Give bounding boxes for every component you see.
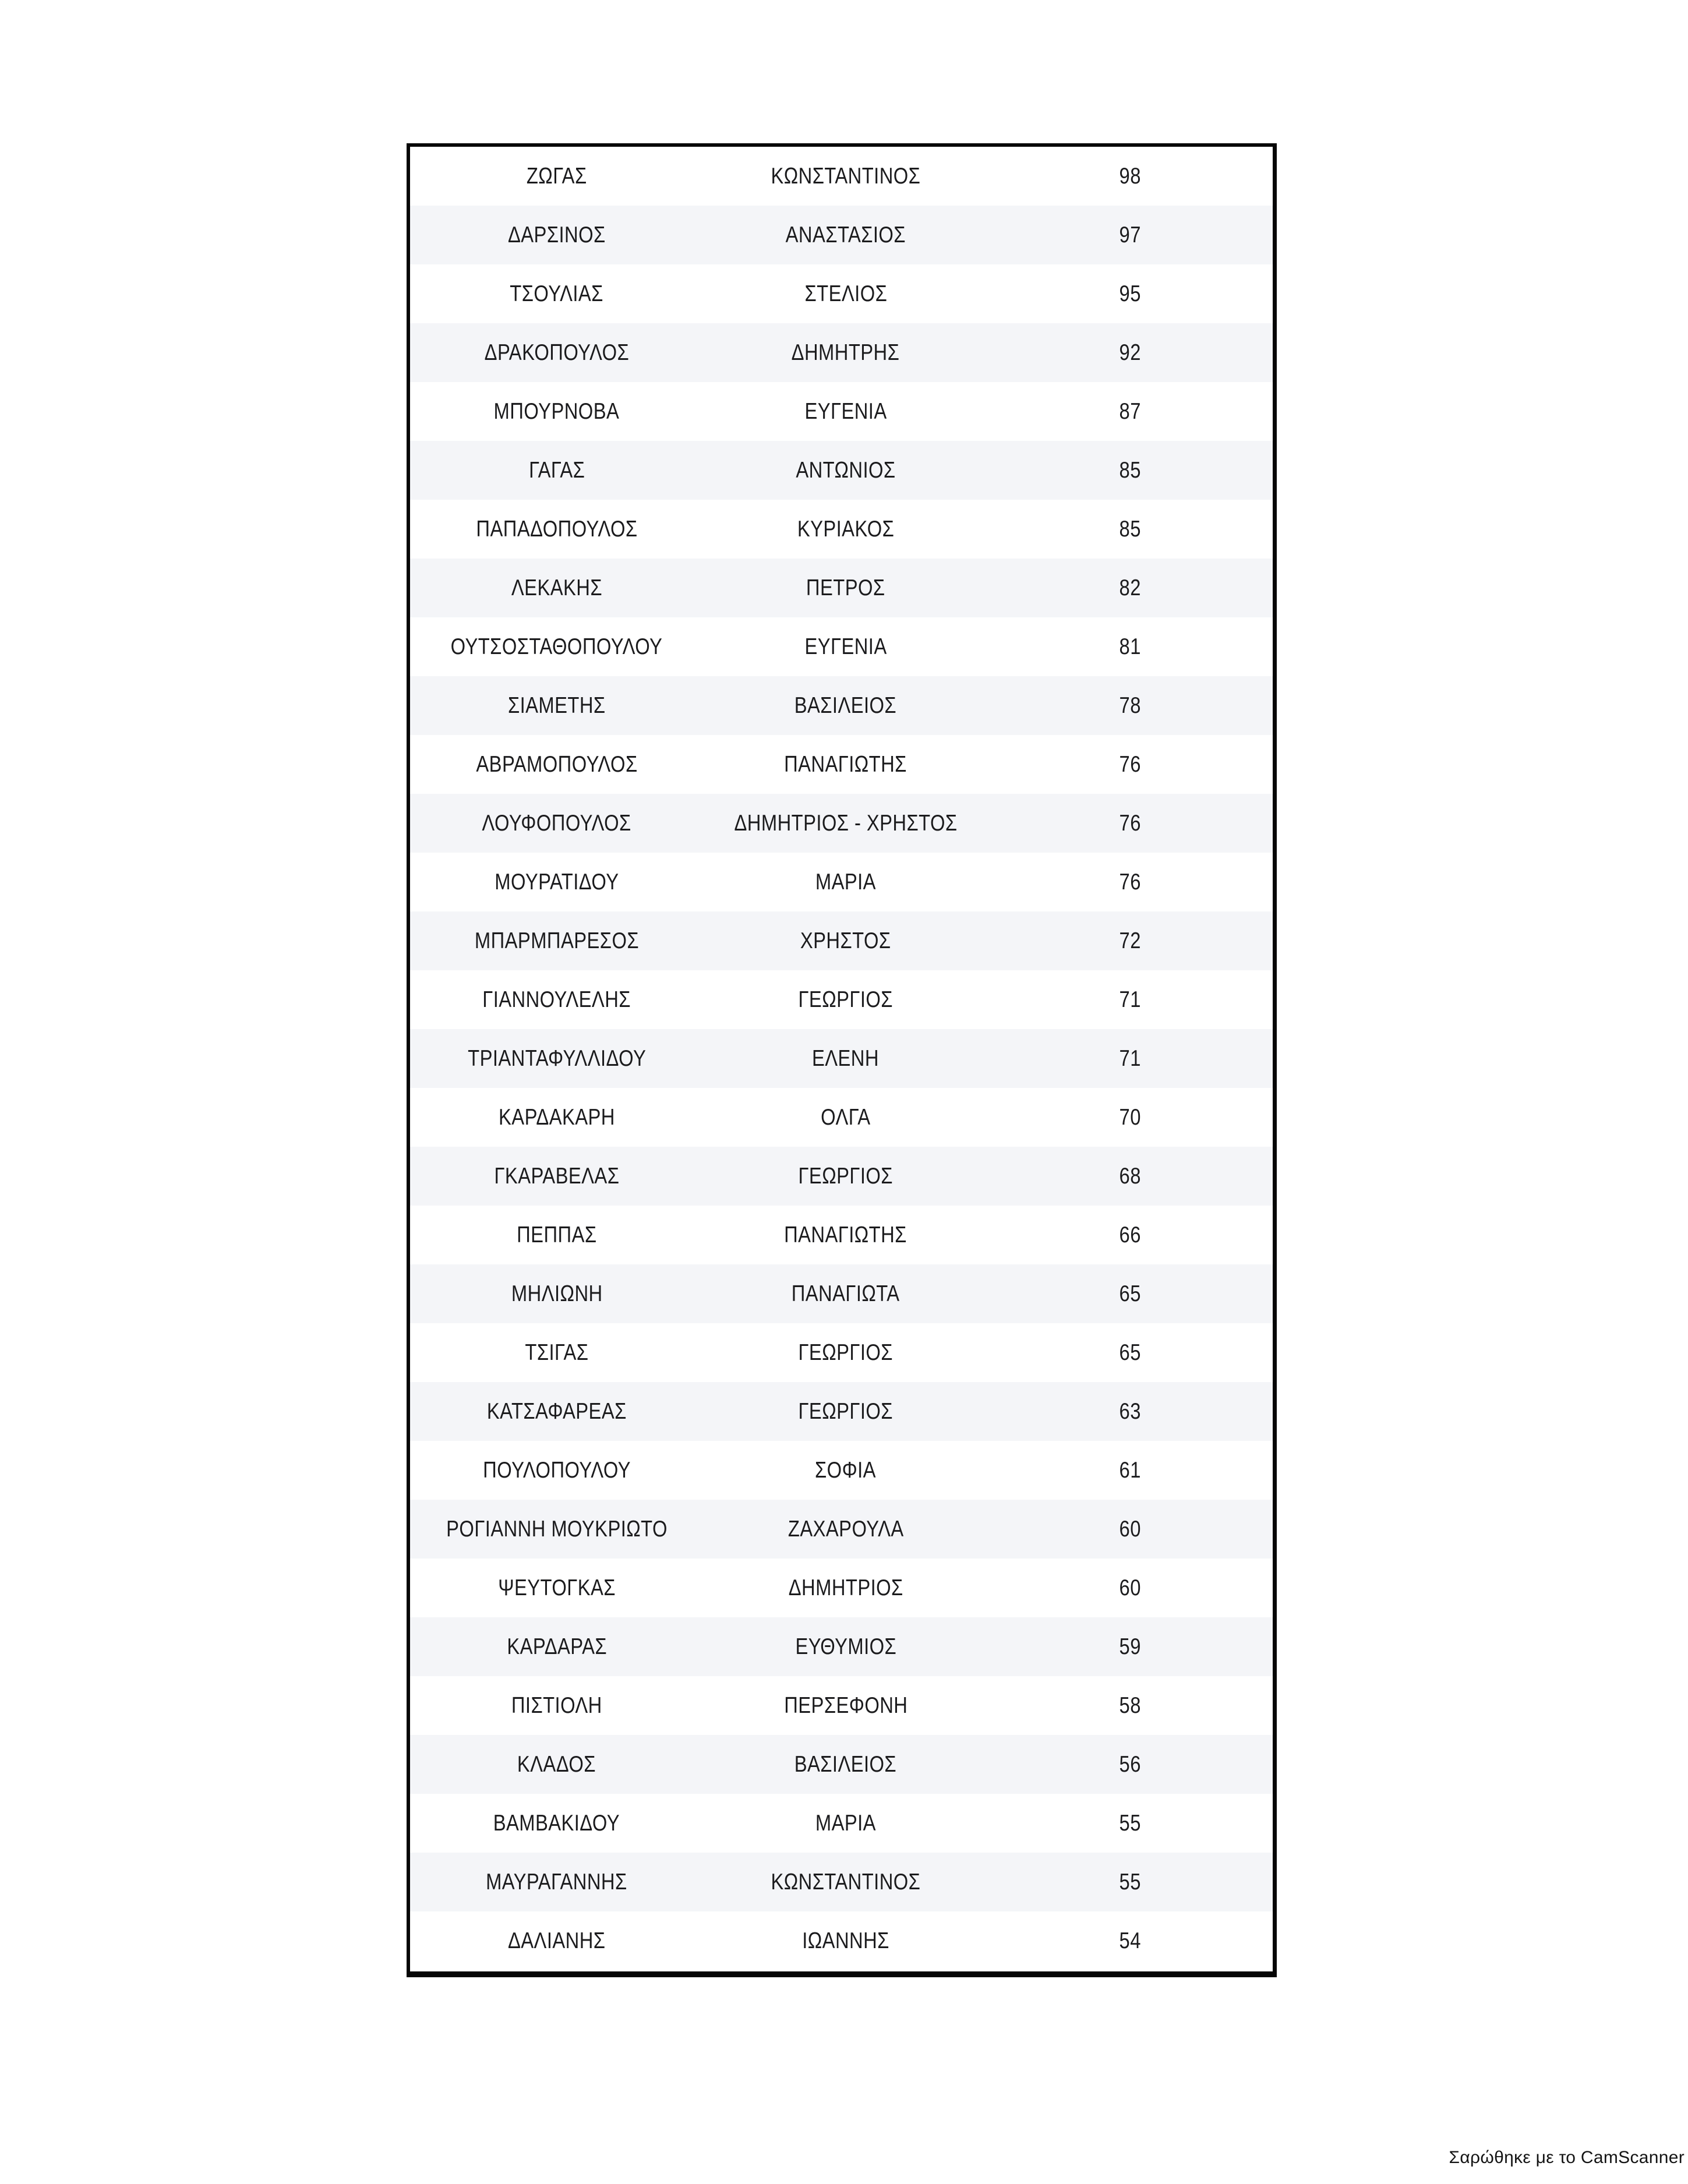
given-name-text: ΕΥΓΕΝΙΑ: [804, 399, 887, 424]
score-cell: [988, 676, 1273, 735]
table-row: [410, 1794, 1273, 1853]
given-name-cell: [704, 206, 988, 264]
score-text: 63: [1119, 1399, 1142, 1424]
surname-cell: [410, 500, 704, 559]
surname-cell: [410, 853, 704, 911]
table-row: [410, 853, 1273, 911]
given-name-cell: [704, 853, 988, 911]
given-name-text: ΕΥΘΥΜΙΟΣ: [795, 1634, 896, 1659]
surname-cell: [410, 617, 704, 676]
surname-cell: [410, 147, 704, 206]
score-cell: [988, 1029, 1273, 1088]
surname-text: ΓΚΑΡΑΒΕΛΑΣ: [494, 1164, 620, 1189]
surname-cell: [410, 1088, 704, 1147]
given-name-text: ΠΑΝΑΓΙΩΤΑ: [791, 1281, 900, 1306]
given-name-text: ΠΑΝΑΓΙΩΤΗΣ: [784, 752, 907, 777]
surname-cell: [410, 970, 704, 1029]
score-cell: [988, 970, 1273, 1029]
score-text: 55: [1119, 1811, 1142, 1836]
score-cell: [988, 559, 1273, 617]
given-name-text: ΓΕΩΡΓΙΟΣ: [798, 1399, 894, 1424]
surname-text: ΖΩΓΑΣ: [526, 164, 587, 189]
given-name-text: ΚΥΡΙΑΚΟΣ: [797, 517, 895, 542]
given-name-text: ΕΛΕΝΗ: [812, 1046, 880, 1071]
score-cell: [988, 794, 1273, 853]
score-text: 98: [1119, 164, 1142, 189]
score-cell: [988, 323, 1273, 382]
surname-text: ΤΣΟΥΛΙΑΣ: [510, 281, 604, 306]
score-text: 65: [1119, 1281, 1142, 1306]
score-text: 78: [1119, 693, 1142, 718]
score-cell: [988, 1911, 1273, 1970]
given-name-cell: [704, 1794, 988, 1853]
score-cell: [988, 1382, 1273, 1441]
given-name-cell: [704, 676, 988, 735]
given-name-cell: [704, 1264, 988, 1323]
table-row: [410, 1441, 1273, 1500]
score-text: 70: [1119, 1105, 1142, 1130]
given-name-text: ΚΩΝΣΤΑΝΤΙΝΟΣ: [771, 1870, 921, 1895]
score-cell: [988, 382, 1273, 441]
score-text: 61: [1119, 1458, 1142, 1483]
given-name-cell: [704, 1559, 988, 1617]
surname-cell: [410, 1853, 704, 1911]
score-text: 76: [1119, 811, 1142, 836]
surname-text: ΜΠΟΥΡΝΟΒΑ: [493, 399, 620, 424]
surname-cell: [410, 1617, 704, 1676]
table-row: [410, 1323, 1273, 1382]
given-name-text: ΑΝΑΣΤΑΣΙΟΣ: [785, 222, 906, 248]
results-table: [407, 143, 1277, 1977]
given-name-text: ΠΕΤΡΟΣ: [806, 575, 885, 600]
given-name-cell: [704, 500, 988, 559]
score-text: 81: [1119, 634, 1142, 659]
surname-cell: [410, 264, 704, 323]
table-row: [410, 1088, 1273, 1147]
score-text: 60: [1119, 1517, 1142, 1542]
given-name-cell: [704, 1911, 988, 1970]
score-text: 92: [1119, 340, 1142, 365]
surname-cell: [410, 382, 704, 441]
surname-text: ΚΛΑΔΟΣ: [517, 1752, 596, 1777]
table-row: [410, 617, 1273, 676]
surname-text: ΣΙΑΜΕΤΗΣ: [507, 693, 606, 718]
score-cell: [988, 617, 1273, 676]
score-text: 58: [1119, 1693, 1142, 1718]
score-text: 71: [1119, 987, 1142, 1012]
table-row: [410, 441, 1273, 500]
given-name-text: ΔΗΜΗΤΡΗΣ: [792, 340, 900, 365]
given-name-text: ΟΛΓΑ: [821, 1105, 871, 1130]
given-name-cell: [704, 1441, 988, 1500]
surname-cell: [410, 1264, 704, 1323]
given-name-cell: [704, 1323, 988, 1382]
surname-cell: [410, 1559, 704, 1617]
surname-text: ΨΕΥΤΟΓΚΑΣ: [497, 1575, 616, 1600]
score-text: 60: [1119, 1575, 1142, 1600]
given-name-cell: [704, 735, 988, 794]
score-text: 85: [1119, 458, 1142, 483]
surname-cell: [410, 1676, 704, 1735]
given-name-text: ΒΑΣΙΛΕΙΟΣ: [794, 693, 897, 718]
given-name-cell: [704, 1147, 988, 1206]
surname-cell: [410, 1029, 704, 1088]
given-name-cell: [704, 1735, 988, 1794]
given-name-text: ΖΑΧΑΡΟΥΛΑ: [788, 1517, 904, 1542]
table-row: [410, 735, 1273, 794]
surname-cell: [410, 794, 704, 853]
surname-text: ΛΕΚΑΚΗΣ: [511, 575, 602, 600]
score-text: 72: [1119, 928, 1142, 953]
table-row: [410, 1559, 1273, 1617]
score-cell: [988, 1676, 1273, 1735]
surname-text: ΓΙΑΝΝΟΥΛΕΛΗΣ: [482, 987, 631, 1012]
table-row: [410, 676, 1273, 735]
score-text: 87: [1119, 399, 1142, 424]
score-cell: [988, 735, 1273, 794]
surname-text: ΜΠΑΡΜΠΑΡΕΣΟΣ: [474, 928, 639, 953]
surname-cell: [410, 441, 704, 500]
surname-cell: [410, 911, 704, 970]
surname-cell: [410, 1323, 704, 1382]
surname-cell: [410, 559, 704, 617]
surname-text: ΔΑΡΣΙΝΟΣ: [507, 222, 606, 248]
surname-text: ΡΟΓΙΑΝΝΗ ΜΟΥΚΡΙΩΤΟ: [446, 1517, 668, 1542]
surname-text: ΒΑΜΒΑΚΙΔΟΥ: [493, 1811, 620, 1836]
surname-text: ΠΙΣΤΙΟΛΗ: [511, 1693, 602, 1718]
surname-text: ΠΑΠΑΔΟΠΟΥΛΟΣ: [476, 517, 638, 542]
score-cell: [988, 1323, 1273, 1382]
score-text: 85: [1119, 517, 1142, 542]
table-row: [410, 147, 1273, 206]
surname-cell: [410, 676, 704, 735]
score-cell: [988, 1441, 1273, 1500]
given-name-cell: [704, 1500, 988, 1559]
score-cell: [988, 264, 1273, 323]
score-cell: [988, 147, 1273, 206]
given-name-text: ΑΝΤΩΝΙΟΣ: [796, 458, 896, 483]
table-row: [410, 500, 1273, 559]
given-name-cell: [704, 559, 988, 617]
table-row: [410, 1382, 1273, 1441]
surname-cell: [410, 735, 704, 794]
score-cell: [988, 1088, 1273, 1147]
surname-cell: [410, 1735, 704, 1794]
score-text: 56: [1119, 1752, 1142, 1777]
score-text: 54: [1119, 1928, 1142, 1953]
table-row: [410, 206, 1273, 264]
surname-text: ΚΑΡΔΑΚΑΡΗ: [498, 1105, 615, 1130]
score-text: 71: [1119, 1046, 1142, 1071]
given-name-cell: [704, 617, 988, 676]
given-name-cell: [704, 382, 988, 441]
given-name-cell: [704, 264, 988, 323]
table-row: [410, 794, 1273, 853]
score-cell: [988, 853, 1273, 911]
surname-cell: [410, 206, 704, 264]
score-cell: [988, 1264, 1273, 1323]
given-name-text: ΣΤΕΛΙΟΣ: [804, 281, 887, 306]
surname-text: ΚΑΡΔΑΡΑΣ: [506, 1634, 607, 1659]
table-row: [410, 1617, 1273, 1676]
given-name-text: ΔΗΜΗΤΡΙΟΣ - ΧΡΗΣΤΟΣ: [734, 811, 958, 836]
score-cell: [988, 1500, 1273, 1559]
given-name-text: ΓΕΩΡΓΙΟΣ: [798, 1340, 894, 1365]
given-name-text: ΠΑΝΑΓΙΩΤΗΣ: [784, 1222, 907, 1248]
table-row: [410, 559, 1273, 617]
table-row: [410, 1147, 1273, 1206]
table-row: [410, 1911, 1273, 1970]
given-name-cell: [704, 794, 988, 853]
given-name-text: ΙΩΑΝΝΗΣ: [802, 1928, 889, 1953]
surname-text: ΔΑΛΙΑΝΗΣ: [508, 1928, 606, 1953]
score-cell: [988, 500, 1273, 559]
score-text: 59: [1119, 1634, 1142, 1659]
given-name-cell: [704, 1029, 988, 1088]
given-name-text: ΓΕΩΡΓΙΟΣ: [798, 1164, 894, 1189]
surname-text: ΠΟΥΛΟΠΟΥΛΟΥ: [482, 1458, 631, 1483]
given-name-cell: [704, 1206, 988, 1264]
surname-cell: [410, 1382, 704, 1441]
given-name-text: ΔΗΜΗΤΡΙΟΣ: [788, 1575, 903, 1600]
given-name-text: ΒΑΣΙΛΕΙΟΣ: [794, 1752, 897, 1777]
score-text: 65: [1119, 1340, 1142, 1365]
given-name-cell: [704, 911, 988, 970]
given-name-cell: [704, 1088, 988, 1147]
table-row: [410, 911, 1273, 970]
given-name-cell: [704, 1382, 988, 1441]
surname-cell: [410, 1206, 704, 1264]
table-row: [410, 323, 1273, 382]
given-name-cell: [704, 1676, 988, 1735]
score-cell: [988, 1206, 1273, 1264]
given-name-text: ΜΑΡΙΑ: [815, 870, 876, 895]
score-text: 68: [1119, 1164, 1142, 1189]
table-row: [410, 264, 1273, 323]
given-name-text: ΜΑΡΙΑ: [815, 1811, 876, 1836]
given-name-text: ΕΥΓΕΝΙΑ: [804, 634, 887, 659]
surname-text: ΜΑΥΡΑΓΑΝΝΗΣ: [486, 1870, 628, 1895]
surname-text: ΤΣΙΓΑΣ: [525, 1340, 589, 1365]
score-text: 97: [1119, 222, 1142, 248]
table-row: [410, 1853, 1273, 1911]
surname-text: ΠΕΠΠΑΣ: [517, 1222, 597, 1248]
surname-cell: [410, 1911, 704, 1970]
given-name-cell: [704, 323, 988, 382]
camscanner-watermark: Σαρώθηκε με το CamScanner: [1449, 2148, 1685, 2167]
score-cell: [988, 441, 1273, 500]
surname-text: ΓΑΓΑΣ: [528, 458, 585, 483]
surname-text: ΔΡΑΚΟΠΟΥΛΟΣ: [484, 340, 630, 365]
surname-text: ΟΥΤΣΟΣΤΑΘΟΠΟΥΛΟΥ: [450, 634, 663, 659]
given-name-cell: [704, 147, 988, 206]
surname-text: ΜΗΛΙΩΝΗ: [511, 1281, 603, 1306]
surname-cell: [410, 1147, 704, 1206]
score-text: 76: [1119, 870, 1142, 895]
table-row: [410, 1735, 1273, 1794]
table-row: [410, 1500, 1273, 1559]
score-cell: [988, 206, 1273, 264]
given-name-text: ΚΩΝΣΤΑΝΤΙΝΟΣ: [771, 164, 921, 189]
surname-text: ΚΑΤΣΑΦΑΡΕΑΣ: [486, 1399, 627, 1424]
score-cell: [988, 1559, 1273, 1617]
table-row: [410, 382, 1273, 441]
given-name-text: ΠΕΡΣΕΦΟΝΗ: [783, 1693, 907, 1718]
score-text: 95: [1119, 281, 1142, 306]
surname-text: ΜΟΥΡΑΤΙΔΟΥ: [495, 870, 619, 895]
given-name-cell: [704, 1853, 988, 1911]
given-name-text: ΣΟΦΙΑ: [815, 1458, 877, 1483]
score-text: 66: [1119, 1222, 1142, 1248]
table-row: [410, 1264, 1273, 1323]
score-cell: [988, 1617, 1273, 1676]
surname-text: ΤΡΙΑΝΤΑΦΥΛΛΙΔΟΥ: [467, 1046, 646, 1071]
given-name-cell: [704, 1617, 988, 1676]
score-cell: [988, 911, 1273, 970]
given-name-cell: [704, 970, 988, 1029]
score-cell: [988, 1735, 1273, 1794]
score-cell: [988, 1853, 1273, 1911]
score-text: 55: [1119, 1870, 1142, 1895]
score-text: 76: [1119, 752, 1142, 777]
table-row: [410, 970, 1273, 1029]
table-row: [410, 1676, 1273, 1735]
surname-cell: [410, 323, 704, 382]
surname-text: ΛΟΥΦΟΠΟΥΛΟΣ: [482, 811, 631, 836]
table-row: [410, 1029, 1273, 1088]
surname-cell: [410, 1794, 704, 1853]
given-name-text: ΧΡΗΣΤΟΣ: [800, 928, 891, 953]
score-cell: [988, 1794, 1273, 1853]
table-row: [410, 1206, 1273, 1264]
given-name-cell: [704, 441, 988, 500]
surname-text: ΑΒΡΑΜΟΠΟΥΛΟΣ: [476, 752, 638, 777]
score-cell: [988, 1147, 1273, 1206]
surname-cell: [410, 1441, 704, 1500]
score-text: 82: [1119, 575, 1142, 600]
given-name-text: ΓΕΩΡΓΙΟΣ: [798, 987, 894, 1012]
surname-cell: [410, 1500, 704, 1559]
